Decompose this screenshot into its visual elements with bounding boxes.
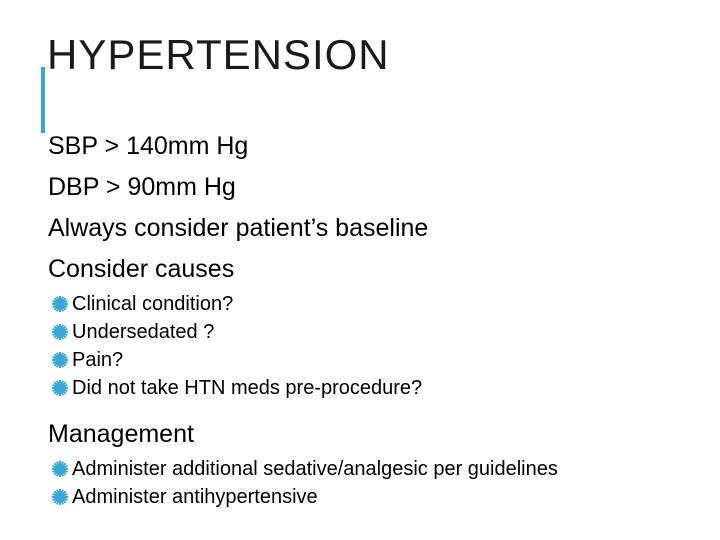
asterisk-star-icon [50, 350, 70, 370]
slide-content [48, 126, 708, 511]
sub-bullet [48, 290, 708, 318]
asterisk-star-icon [50, 459, 70, 479]
bullet-management: Management [48, 420, 194, 448]
sub-bullet-text: Pain? [72, 349, 124, 371]
sub-bullet-text: Administer antihypertensive [72, 486, 318, 508]
title-accent-bar [41, 67, 45, 133]
bullet-sbp: SBP > 140mm Hg [48, 132, 249, 160]
sub-bullet-text: Clinical condition? [72, 293, 234, 315]
sub-bullet [48, 455, 708, 483]
asterisk-star-icon [50, 378, 70, 398]
sub-bullet-text: Did not take HTN meds pre-procedure? [72, 377, 423, 399]
sub-bullet [48, 346, 708, 374]
sub-bullet [48, 483, 708, 511]
bullet-dbp: DBP > 90mm Hg [48, 173, 236, 201]
asterisk-star-icon [50, 487, 70, 507]
bullet-baseline: Always consider patient’s baseline [48, 214, 429, 242]
slide-title: HYPERTENSION [47, 31, 390, 78]
asterisk-star-icon [50, 294, 70, 314]
asterisk-star-icon [50, 322, 70, 342]
sub-bullet [48, 318, 708, 346]
sub-bullet-text: Undersedated ? [72, 321, 215, 343]
sub-bullet-text: Administer additional sedative/analgesic per guidelines [72, 458, 558, 480]
sub-bullet [48, 374, 708, 402]
bullet-consider-causes: Consider causes [48, 255, 235, 283]
